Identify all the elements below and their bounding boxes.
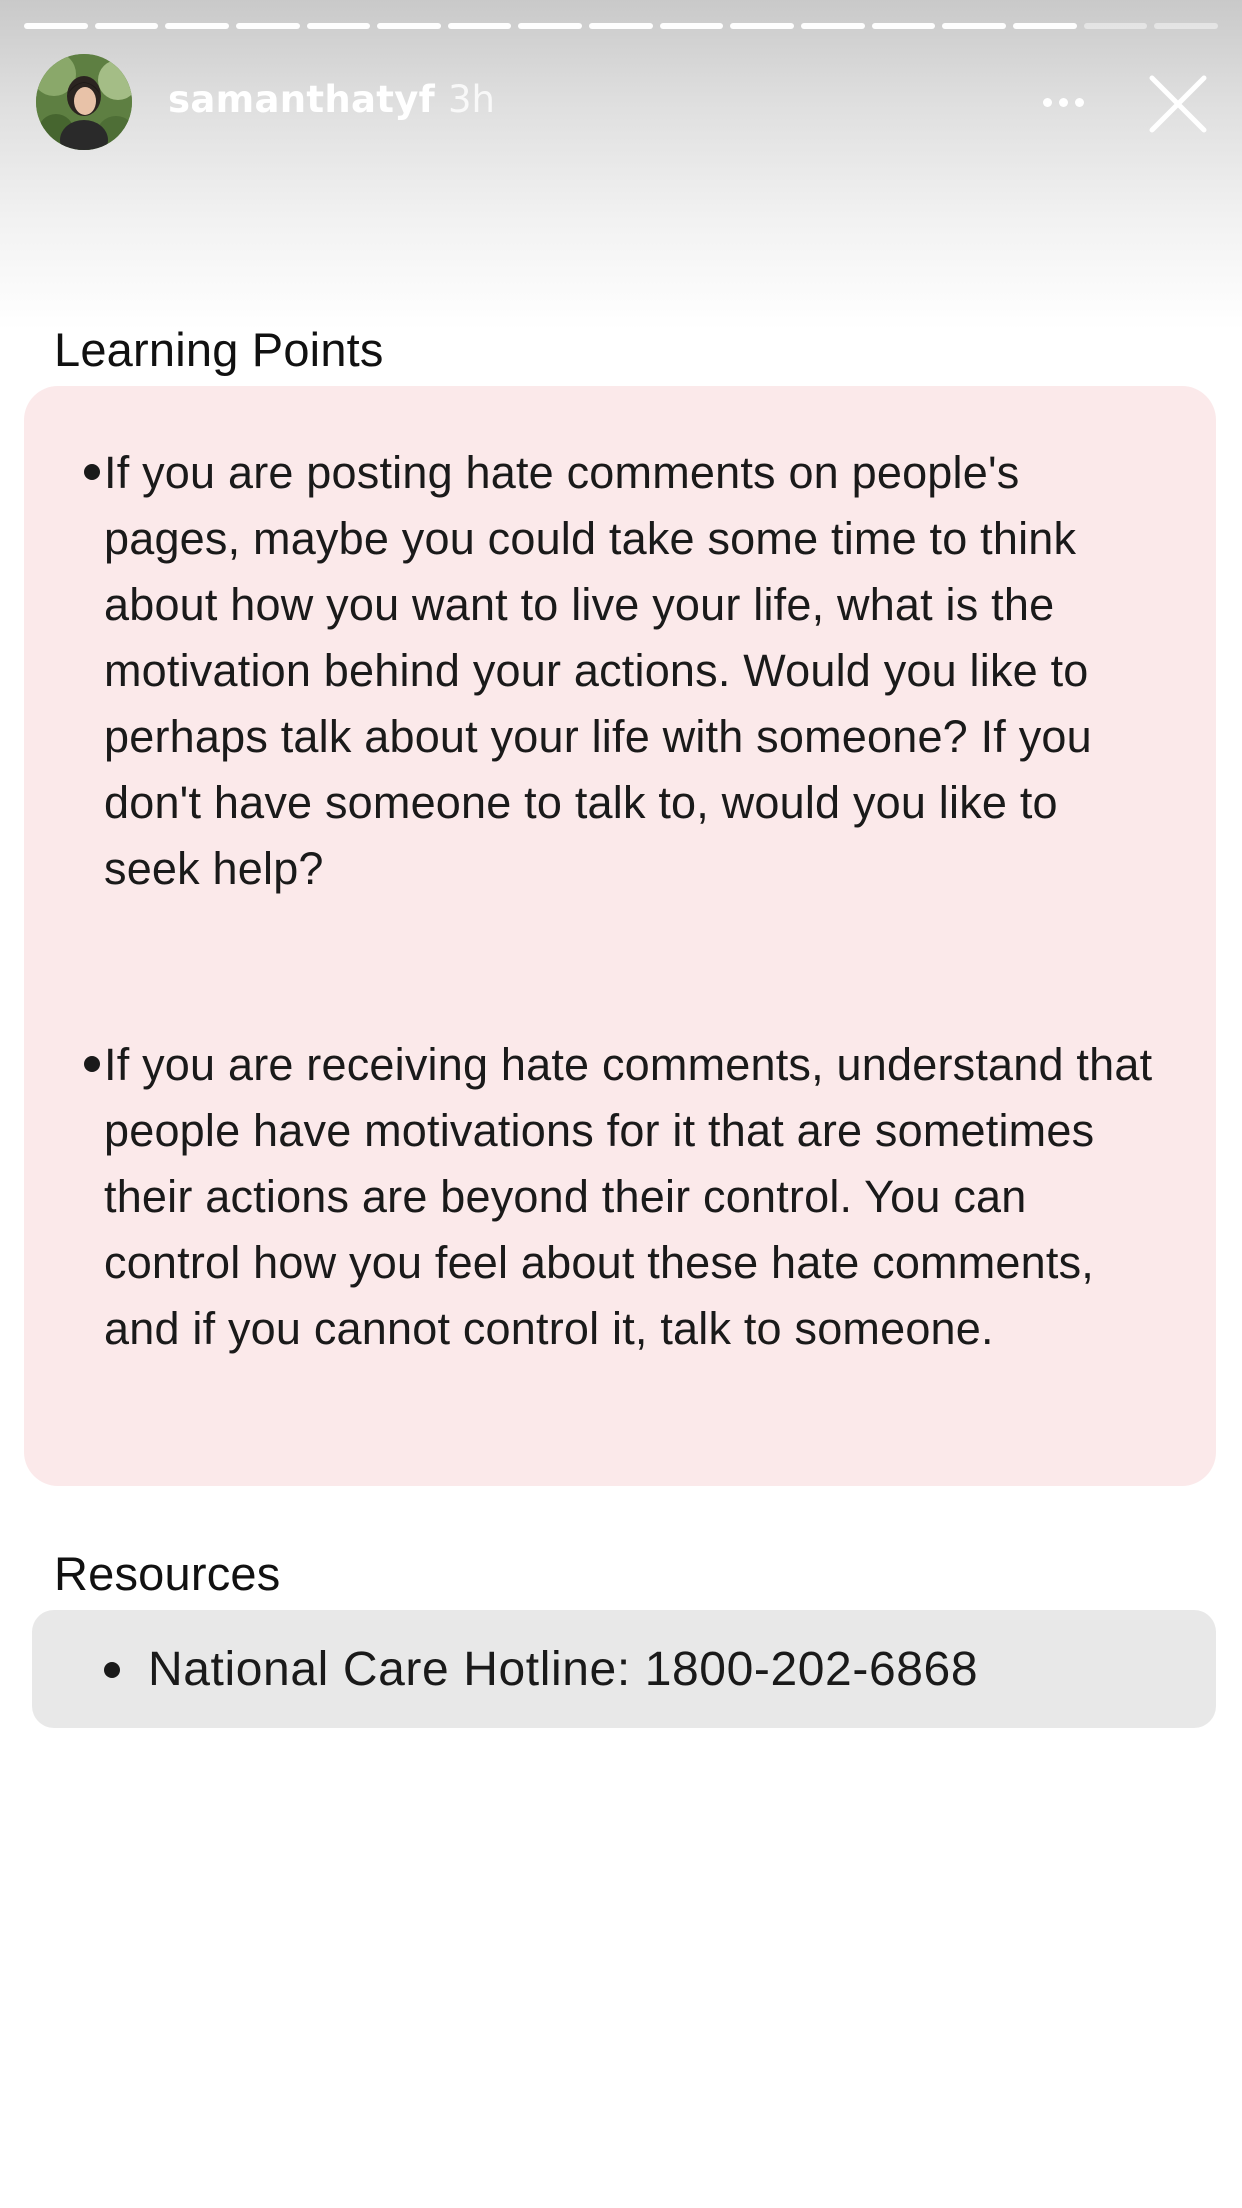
progress-segment [1084, 23, 1148, 29]
story-progress-bar [24, 23, 1218, 29]
bullet-icon [104, 1662, 120, 1678]
close-button[interactable] [1142, 68, 1214, 140]
progress-segment [24, 23, 88, 29]
progress-segment [236, 23, 300, 29]
progress-segment [872, 23, 936, 29]
avatar[interactable] [36, 54, 132, 150]
progress-segment [95, 23, 159, 29]
progress-segment [1154, 23, 1218, 29]
bullet-icon [84, 464, 100, 480]
progress-segment [307, 23, 371, 29]
progress-segment [589, 23, 653, 29]
progress-segment [730, 23, 794, 29]
learning-point: If you are posting hate comments on people's pages, maybe you could take some time to think about how you want to live your life, what is the motivation behind your actions. Would you like to perhaps talk about your life with someone? If you don't have someone to talk to, would you like to seek help? [104, 447, 1092, 894]
more-horizontal-icon [1043, 98, 1084, 107]
story-timestamp: 3h [448, 78, 495, 121]
header-gradient [0, 0, 1242, 330]
progress-segment [518, 23, 582, 29]
progress-segment [942, 23, 1006, 29]
learning-points-title: Learning Points [54, 323, 384, 376]
resources-title: Resources [54, 1547, 281, 1600]
bullet-icon [84, 1056, 100, 1072]
progress-segment [1013, 23, 1077, 29]
progress-segment [165, 23, 229, 29]
username[interactable]: samanthatyf [168, 78, 436, 121]
close-icon [1142, 68, 1214, 140]
profile-photo [36, 54, 132, 150]
progress-segment [801, 23, 865, 29]
progress-segment [660, 23, 724, 29]
hotline-resource: National Care Hotline: 1800-202-6868 [148, 1643, 979, 1696]
learning-point: If you are receiving hate comments, understand that people have motivations for it that are sometimes their actions are beyond their control. You can control how you feel about these hate comments, and if you cannot control it, talk to someone. [104, 1039, 1153, 1354]
progress-segment [377, 23, 441, 29]
more-options-button[interactable] [1030, 76, 1096, 128]
progress-segment [448, 23, 512, 29]
